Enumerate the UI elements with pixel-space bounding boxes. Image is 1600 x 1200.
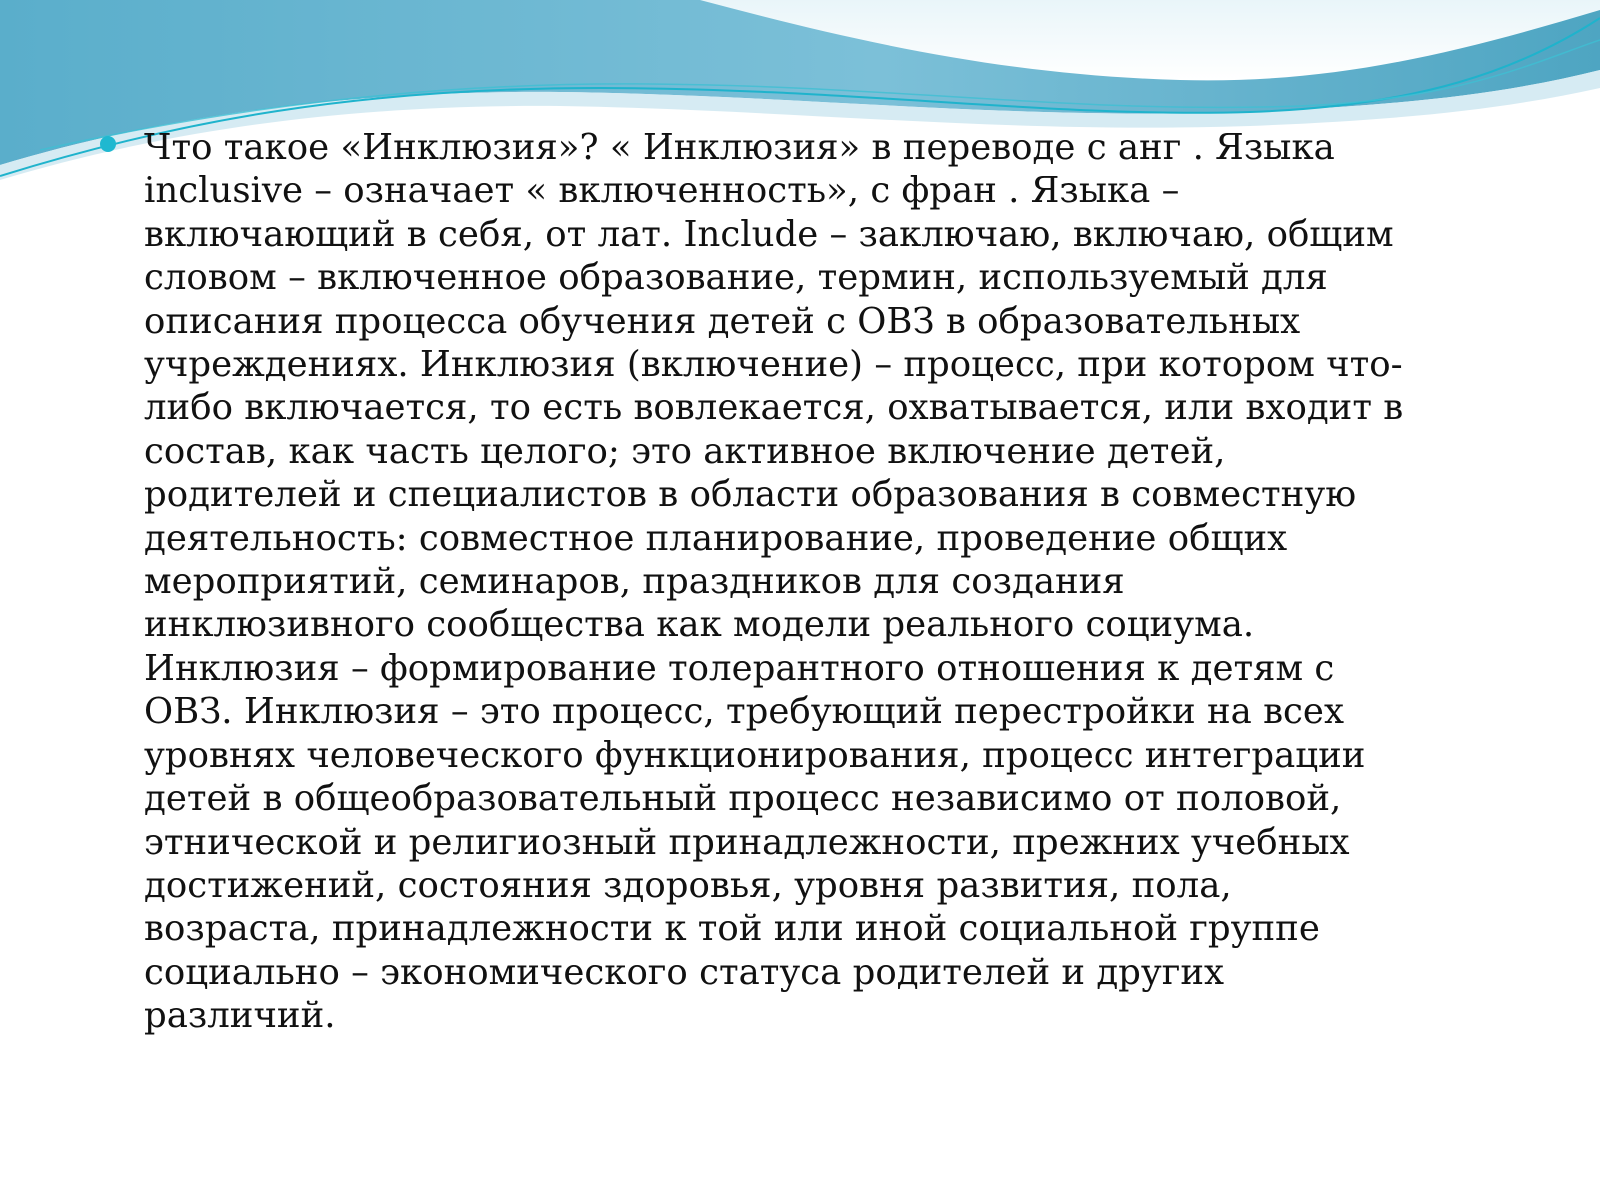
- body-paragraph: [144, 126, 1504, 1038]
- body-line: либо включается, то есть вовлекается, охватывается, или входит в: [144, 387, 1404, 429]
- bullet-dot-icon: [100, 136, 116, 152]
- body-line: различий.: [144, 995, 336, 1037]
- body-line: включающий в себя, от лат. Include – заключаю, включаю, общим: [144, 213, 1394, 255]
- body-line: социально – экономического статуса родителей и других: [144, 951, 1225, 993]
- body-line: Что такое «Инклюзия»? « Инклюзия» в переводе с анг . Языка: [144, 127, 1335, 168]
- body-line: мероприятий, семинаров, праздников для создания: [144, 561, 1125, 603]
- body-line: описания процесса обучения детей с ОВЗ в образовательных: [144, 300, 1301, 342]
- body-line: Инклюзия – формирование толерантного отношения к детям с: [144, 647, 1335, 689]
- body-line: этнической и религиозный принадлежности, прежних учебных: [144, 821, 1350, 863]
- body-line: inclusive – означает « включенность», с фран . Языка –: [144, 170, 1180, 212]
- body-line: ОВЗ. Инклюзия – это процесс, требующий перестройки на всех: [144, 691, 1344, 733]
- body-line: достижений, состояния здоровья, уровня развития, пола,: [144, 864, 1232, 906]
- body-line: уровнях человеческого функционирования, процесс интеграции: [144, 734, 1366, 776]
- body-line: словом – включенное образование, термин, используемый для: [144, 257, 1328, 299]
- body-line: состав, как часть целого; это активное включение детей,: [144, 430, 1226, 472]
- body-line: возраста, принадлежности к той или иной социальной группе: [144, 908, 1320, 950]
- body-line: инклюзивного сообщества как модели реального социума.: [144, 604, 1255, 646]
- body-line: родителей и специалистов в области образования в совместную: [144, 474, 1357, 516]
- body-line: деятельность: совместное планирование, проведение общих: [144, 517, 1288, 559]
- body-line: учреждениях. Инклюзия (включение) – процесс, при котором что-: [144, 344, 1403, 386]
- body-line: детей в общеобразовательный процесс независимо от половой,: [144, 778, 1342, 820]
